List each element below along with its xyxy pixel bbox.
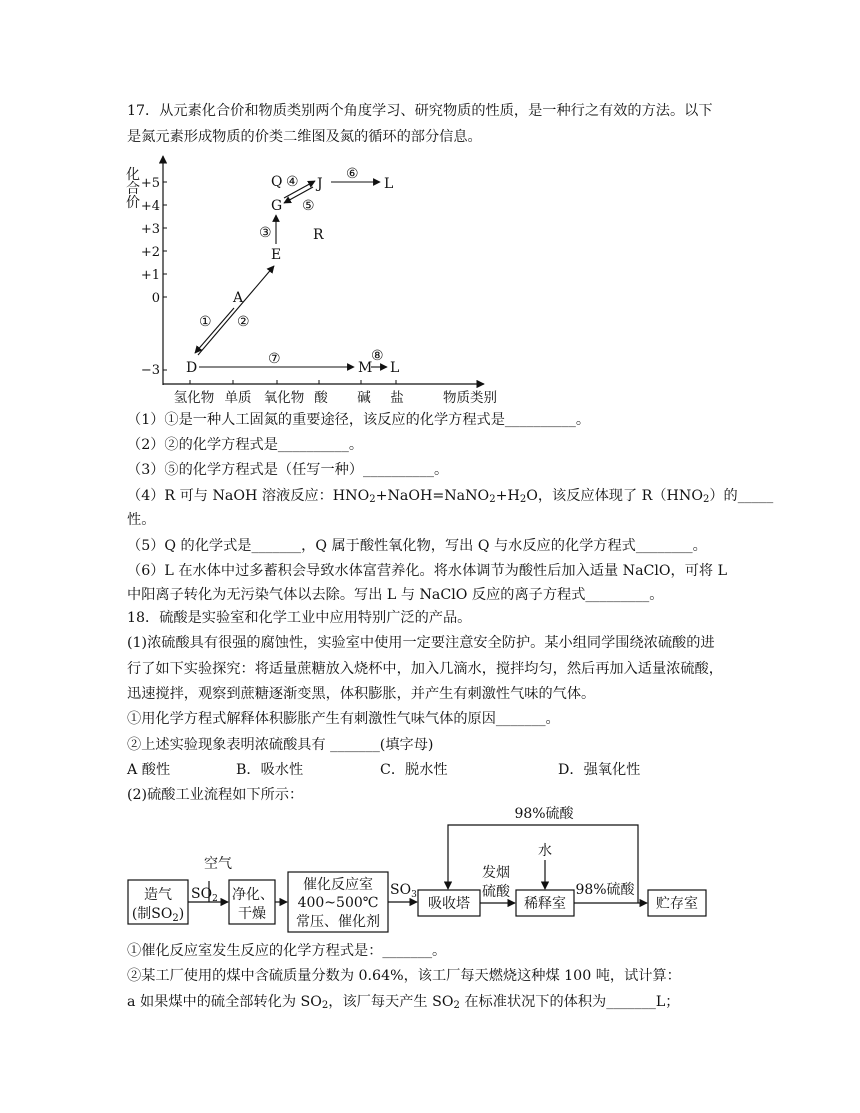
q18-p1-line2: 行了如下实验探究：将适量蔗糖放入烧杯中，加入几滴水，搅拌均匀，然后再加入适量浓硫酸， bbox=[127, 661, 723, 677]
q18-p1-q1: ①用化学方程式解释体积膨胀产生有刺激性气味气体的原因_______。 bbox=[127, 711, 560, 727]
q17-part6-line1: （6）L 在水体中过多蓄积会导致水体富营养化。将水体调节为酸性后加入适量 NaClO，可将 L bbox=[127, 563, 728, 579]
node-j: J bbox=[317, 176, 323, 192]
acid98-mid-label: 98%硫酸 bbox=[575, 882, 635, 898]
box-zaoqi-label-2: (制$SO_2$) bbox=[131, 906, 185, 924]
arrow-label-1: ① bbox=[199, 314, 212, 330]
y-tick: −3 bbox=[140, 363, 160, 378]
arrow-label-6: ⑥ bbox=[346, 166, 359, 182]
q18-q-a: ①催化反应室发生反应的化学方程式是：_______。 bbox=[127, 943, 447, 959]
option-c: C．脱水性 bbox=[380, 762, 448, 778]
q17-intro-line1: 17．从元素化合价和物质类别两个角度学习、研究物质的性质，是一种行之有效的方法。以下 bbox=[127, 103, 713, 119]
y-label-3: 价 bbox=[126, 195, 140, 211]
q17-part5: （5）Q 的化学式是_______，Q 属于酸性氧化物，写出 Q 与水反应的化学方程式________。 bbox=[127, 538, 707, 554]
q18-q-b: ②某工厂使用的煤中含硫质量分数为 0.64%，该工厂每天燃烧这种煤 100 吨，试计算： bbox=[127, 968, 681, 984]
x-tick: 氧化物 bbox=[263, 390, 305, 406]
q17-part1: （1）①是一种人工固氮的重要途径，该反应的化学方程式是__________。 bbox=[127, 412, 591, 428]
fayan-label-1: 发烟 bbox=[482, 865, 510, 881]
option-a: A 酸性 bbox=[127, 762, 171, 778]
x-label: 物质类别 bbox=[443, 390, 497, 406]
y-tick: +1 bbox=[140, 268, 160, 283]
x-tick: 氢化物 bbox=[173, 390, 215, 406]
so2-label: $SO_2$ bbox=[191, 886, 218, 904]
node-q: Q bbox=[271, 174, 283, 190]
q17-intro-line2: 是氮元素形成物质的价类二维图及氮的循环的部分信息。 bbox=[127, 129, 482, 145]
y-tick: +2 bbox=[140, 245, 160, 260]
q17-part4: （4）R 可与 NaOH 溶液反应：$HNO_2+NaOH=NaNO_2+H_2O$，该反应体现了 $R(HNO_2)$的_____ bbox=[127, 488, 774, 505]
option-d: D．强氧化性 bbox=[558, 762, 641, 778]
arrow-label-8: ⑧ bbox=[371, 348, 384, 364]
node-m: M bbox=[358, 360, 373, 376]
y-label-2: 合 bbox=[126, 181, 140, 197]
sulfuric-acid-flowchart bbox=[120, 804, 720, 936]
node-l-bottom: L bbox=[390, 360, 400, 376]
q18-p2: (2)硫酸工业流程如下所示： bbox=[127, 787, 304, 803]
q17-part4-cont: 性。 bbox=[127, 512, 156, 528]
q18-p1-line1: (1)浓硫酸具有很强的腐蚀性，实验室中使用一定要注意安全防护。某小组同学围绕浓硫酸的进 bbox=[127, 635, 715, 651]
q18-intro: 18．硫酸是实验室和化学工业中应用特别广泛的产品。 bbox=[127, 610, 472, 626]
arrow-label-3: ③ bbox=[259, 225, 272, 241]
box-xishi-label: 稀释室 bbox=[524, 896, 566, 912]
y-tick: +3 bbox=[140, 222, 160, 237]
node-e: E bbox=[271, 247, 282, 263]
q17-part2: （2）②的化学方程式是__________。 bbox=[127, 437, 364, 453]
arrow-label-4: ④ bbox=[286, 174, 299, 190]
fayan-label-2: 硫酸 bbox=[482, 884, 510, 900]
box-zhucun-label: 贮存室 bbox=[656, 896, 698, 912]
q18-p1-line3: 迅速搅拌，观察到蔗糖逐渐变黑，体积膨胀，并产生有刺激性气味的气体。 bbox=[127, 686, 596, 702]
air-label: 空气 bbox=[204, 856, 232, 872]
so3-label: $SO_3$ bbox=[390, 882, 417, 900]
nitrogen-valence-diagram bbox=[120, 148, 500, 406]
x-tick: 盐 bbox=[390, 390, 404, 406]
x-tick: 酸 bbox=[314, 390, 328, 406]
water-label: 水 bbox=[538, 843, 552, 859]
box-xishou-label: 吸收塔 bbox=[428, 896, 470, 912]
q18-q-c: a 如果煤中的硫全部转化为 $SO_2$，该厂每天产生 $SO_2$ 在标准状况下的体积为_______L； bbox=[127, 994, 680, 1011]
node-d: D bbox=[186, 360, 198, 376]
y-label-1: 化 bbox=[126, 167, 140, 183]
box-cuihua-label-1: 催化反应室 bbox=[303, 877, 373, 893]
y-tick: +5 bbox=[140, 176, 160, 191]
box-cuihua-label-2: 400~500℃ bbox=[297, 895, 379, 911]
arrow-label-5: ⑤ bbox=[302, 198, 315, 214]
arrow-label-7: ⑦ bbox=[268, 351, 281, 367]
box-cuihua-label-3: 常压、催化剂 bbox=[296, 914, 380, 930]
option-b: B．吸水性 bbox=[236, 762, 304, 778]
acid98-top-label: 98%硫酸 bbox=[514, 806, 574, 822]
box-jinghua-label-2: 干燥 bbox=[238, 906, 266, 922]
q17-part3: （3）⑤的化学方程式是（任写一种）__________。 bbox=[127, 462, 449, 478]
arrow-label-2: ② bbox=[237, 314, 250, 330]
box-zaoqi-label-1: 造气 bbox=[144, 887, 172, 903]
node-g: G bbox=[271, 198, 283, 214]
x-tick: 单质 bbox=[224, 390, 252, 406]
node-r: R bbox=[313, 227, 324, 243]
node-a: A bbox=[233, 290, 244, 306]
q17-part6-line2: 中阳离子转化为无污染气体以去除。写出 L 与 NaClO 反应的离子方程式_________。 bbox=[127, 587, 664, 603]
q18-p1-q2: ②上述实验现象表明浓硫酸具有 _______(填字母) bbox=[127, 737, 434, 753]
node-l-top: L bbox=[384, 176, 394, 192]
y-tick: +4 bbox=[140, 199, 160, 214]
arrow-d-to-e bbox=[198, 266, 274, 355]
x-tick: 碱 bbox=[357, 390, 371, 406]
y-tick: 0 bbox=[151, 291, 160, 306]
box-jinghua-label-1: 净化、 bbox=[232, 887, 274, 903]
